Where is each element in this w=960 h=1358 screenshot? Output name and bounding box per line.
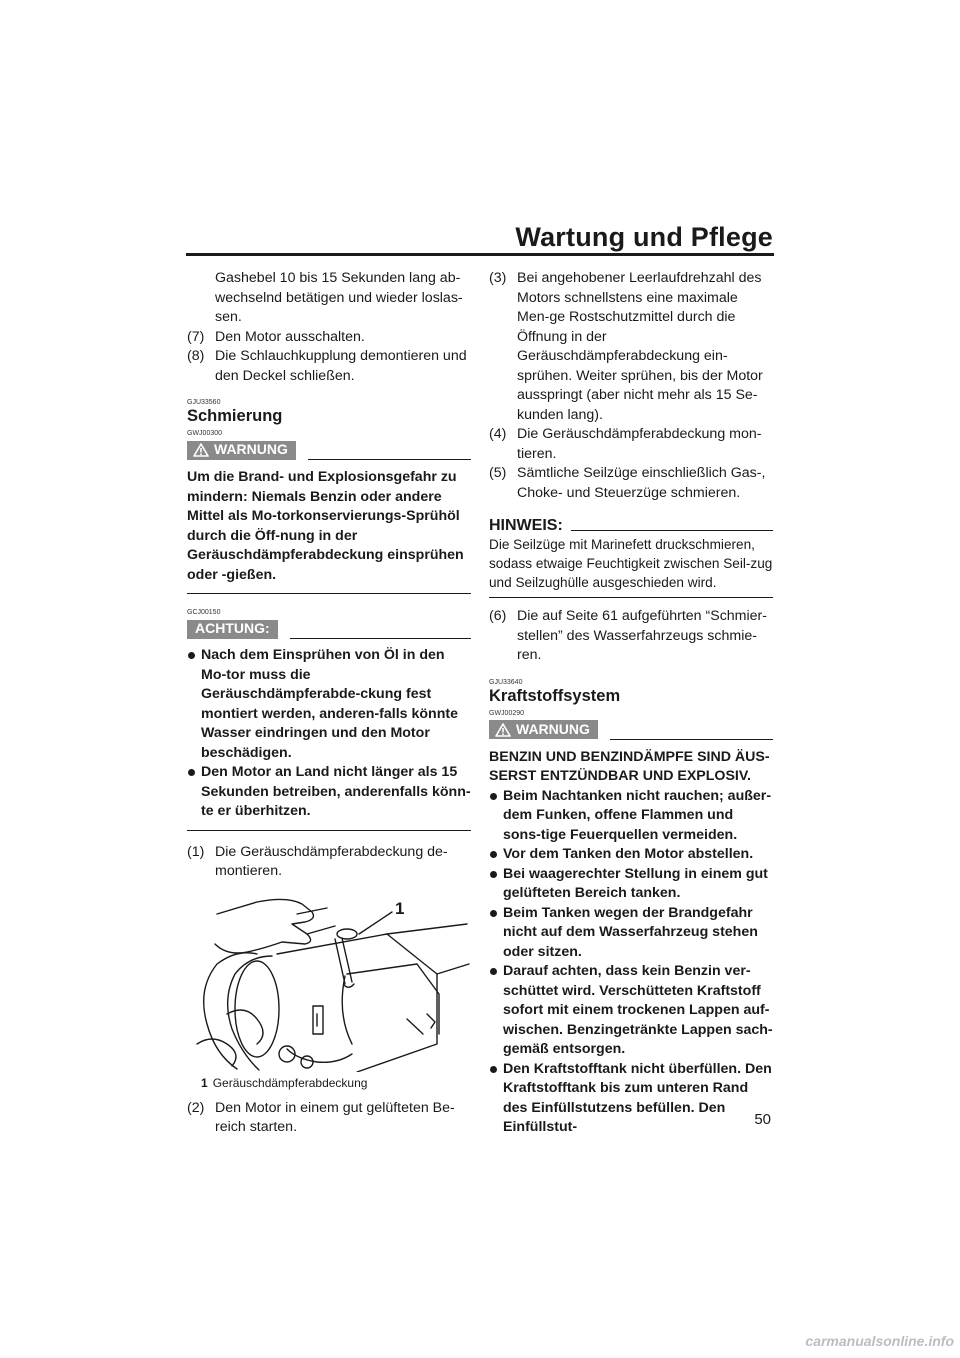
warning-bullet: Vor dem Tanken den Motor abstellen. bbox=[489, 845, 773, 865]
warning-bullet: Bei waagerechter Stellung in einem gut gelüfteten Bereich tanken. bbox=[489, 865, 773, 904]
step-text: Bei angehobener Leerlaufdrehzahl des Motors schnellstens eine maximale Men-ge Rostschutzmittel durch die Öffnung in der Geräuschdämpferabdeckung ein-sprühen. Weiter sprühen, bis der Motor ausspringt (aber nicht mehr als 15 Se-kunden lang). bbox=[517, 270, 763, 423]
section-title: Schmierung bbox=[187, 407, 283, 425]
page-title: Wartung und Pflege bbox=[515, 222, 773, 252]
warning-bullet: Den Kraftstofftank nicht überfüllen. Den Kraftstofftank bis zum unteren Rand des Einfüllstutzens befüllen. Den Einfüllstut- bbox=[489, 1060, 773, 1138]
warning-lead: BENZIN UND BENZINDÄMPFE SIND ÄUS-SERST ENTZÜNDBAR UND EXPLOSIV. bbox=[489, 748, 770, 784]
caution-code: GCJ00150 bbox=[187, 609, 221, 616]
warning-label: WARNUNG bbox=[214, 441, 288, 458]
section-code: GJU33640 bbox=[489, 678, 523, 686]
caption-text: Geräuschdämpferabdeckung bbox=[212, 1075, 368, 1090]
note-rule bbox=[571, 530, 773, 531]
watermark-logo bbox=[766, 1330, 956, 1352]
warning-text: Um die Brand- und Explosionsgefahr zu mindern: Niemals Benzin oder andere Mittel als Mo-torkonservierungs-Sprühöl durch die Öff-nung in der Geräuschdämpferabdeckung einsprühen oder -gießen. bbox=[187, 469, 464, 583]
engine-illustration bbox=[187, 894, 471, 1072]
caption-number: 1 bbox=[201, 1075, 208, 1090]
warning-header bbox=[489, 719, 773, 741]
left-column bbox=[187, 269, 471, 1138]
caution-header bbox=[187, 618, 471, 640]
warning-badge bbox=[489, 720, 598, 739]
warning-code: GWJ00300 bbox=[187, 430, 223, 437]
caution-end-rule bbox=[187, 830, 471, 831]
step-text: Die auf Seite 61 aufgeführten “Schmier-stellen” des Wasserfahrzeugs schmie-ren. bbox=[517, 608, 767, 663]
note-end-rule bbox=[489, 597, 773, 598]
warning-rule bbox=[610, 739, 773, 740]
warning-rule bbox=[308, 459, 471, 460]
figure-caption bbox=[187, 1076, 471, 1090]
note-header bbox=[489, 517, 773, 534]
step-number: (7) bbox=[187, 328, 205, 345]
step-text: Den Motor in einem gut gelüfteten Be-reich starten. bbox=[215, 1099, 455, 1135]
warning-list bbox=[489, 787, 773, 1138]
step-number: (8) bbox=[187, 348, 205, 364]
note-label: HINWEIS: bbox=[489, 517, 563, 534]
section-title: Kraftstoffsystem bbox=[489, 686, 621, 705]
step-text: Die Schlauchkupplung demontieren und den Deckel schließen. bbox=[215, 348, 467, 384]
figure-callout-number: 1 bbox=[395, 898, 405, 918]
warning-badge bbox=[187, 441, 296, 460]
step-item bbox=[489, 269, 773, 425]
step-number: (5) bbox=[489, 465, 507, 481]
page-number: 50 bbox=[754, 1111, 771, 1128]
caution-rule bbox=[290, 638, 471, 639]
warning-end-rule bbox=[187, 593, 471, 594]
warning-bullet: Darauf achten, dass kein Benzin ver-schüttet wird. Verschütteten Kraftstoff sofort mit einem trockenen Lappen auf-wischen. Benzingetränkte Lappen sach-gemäß entsorgen. bbox=[489, 962, 773, 1060]
step-item bbox=[187, 328, 471, 348]
caution-bullet: Nach dem Einsprühen von Öl in den Mo-tor muss die Geräuschdämpferabde-ckung fest montiert werden, anderen-falls könnte Wasser eindringen und den Motor beschädigen. bbox=[187, 646, 471, 763]
step-item bbox=[489, 464, 773, 503]
step-number: (6) bbox=[489, 608, 507, 624]
step-text: Die Geräuschdämpferabdeckung de-montieren. bbox=[215, 843, 448, 879]
caution-label: ACHTUNG: bbox=[195, 620, 270, 637]
step-continuation: Gashebel 10 bis 15 Sekunden lang ab-wechselnd betätigen und wieder loslas-sen. bbox=[215, 270, 463, 325]
step-number: (1) bbox=[187, 843, 205, 860]
step-number: (2) bbox=[187, 1099, 205, 1116]
step-item bbox=[187, 843, 471, 882]
title-rule bbox=[186, 253, 774, 256]
caution-list bbox=[187, 646, 471, 822]
warning-triangle-icon bbox=[193, 443, 209, 457]
step-number: (3) bbox=[489, 270, 507, 286]
right-column bbox=[489, 269, 773, 1138]
step-item bbox=[489, 607, 773, 666]
step-number: (4) bbox=[489, 426, 507, 442]
step-item bbox=[187, 347, 471, 386]
step-item bbox=[187, 1099, 471, 1138]
caution-bullet: Den Motor an Land nicht länger als 15 Sekunden betreiben, anderenfalls könn-te er überhitzen. bbox=[187, 763, 471, 822]
warning-bullet: Beim Tanken wegen der Brandgefahr nicht auf dem Wasserfahrzeug stehen oder sitzen. bbox=[489, 904, 773, 963]
step-item bbox=[489, 425, 773, 464]
warning-header bbox=[187, 439, 471, 461]
step-text: Sämtliche Seilzüge einschließlich Gas-, Choke- und Steuerzüge schmieren. bbox=[517, 465, 766, 501]
caution-badge bbox=[187, 620, 278, 639]
warning-triangle-icon bbox=[495, 723, 511, 737]
warning-code: GWJ00290 bbox=[489, 709, 525, 717]
section-code: GJU33560 bbox=[187, 399, 221, 406]
warning-label: WARNUNG bbox=[516, 720, 590, 737]
warning-bullet: Beim Nachtanken nicht rauchen; außer-dem Funken, offene Flammen und sons-tige Feuerquellen vermeiden. bbox=[489, 787, 773, 846]
watermark-text: carmanualsonline.info bbox=[805, 1333, 954, 1349]
figure-muffler-cover bbox=[187, 894, 471, 1072]
step-text: Die Geräuschdämpferabdeckung mon-tieren. bbox=[517, 426, 762, 462]
note-text: Die Seilzüge mit Marinefett druckschmieren, sodass etwaige Feuchtigkeit zwischen Seil-zug und Seilzughülle ausgeschieden wird. bbox=[489, 537, 773, 590]
step-text: Den Motor ausschalten. bbox=[215, 328, 365, 345]
